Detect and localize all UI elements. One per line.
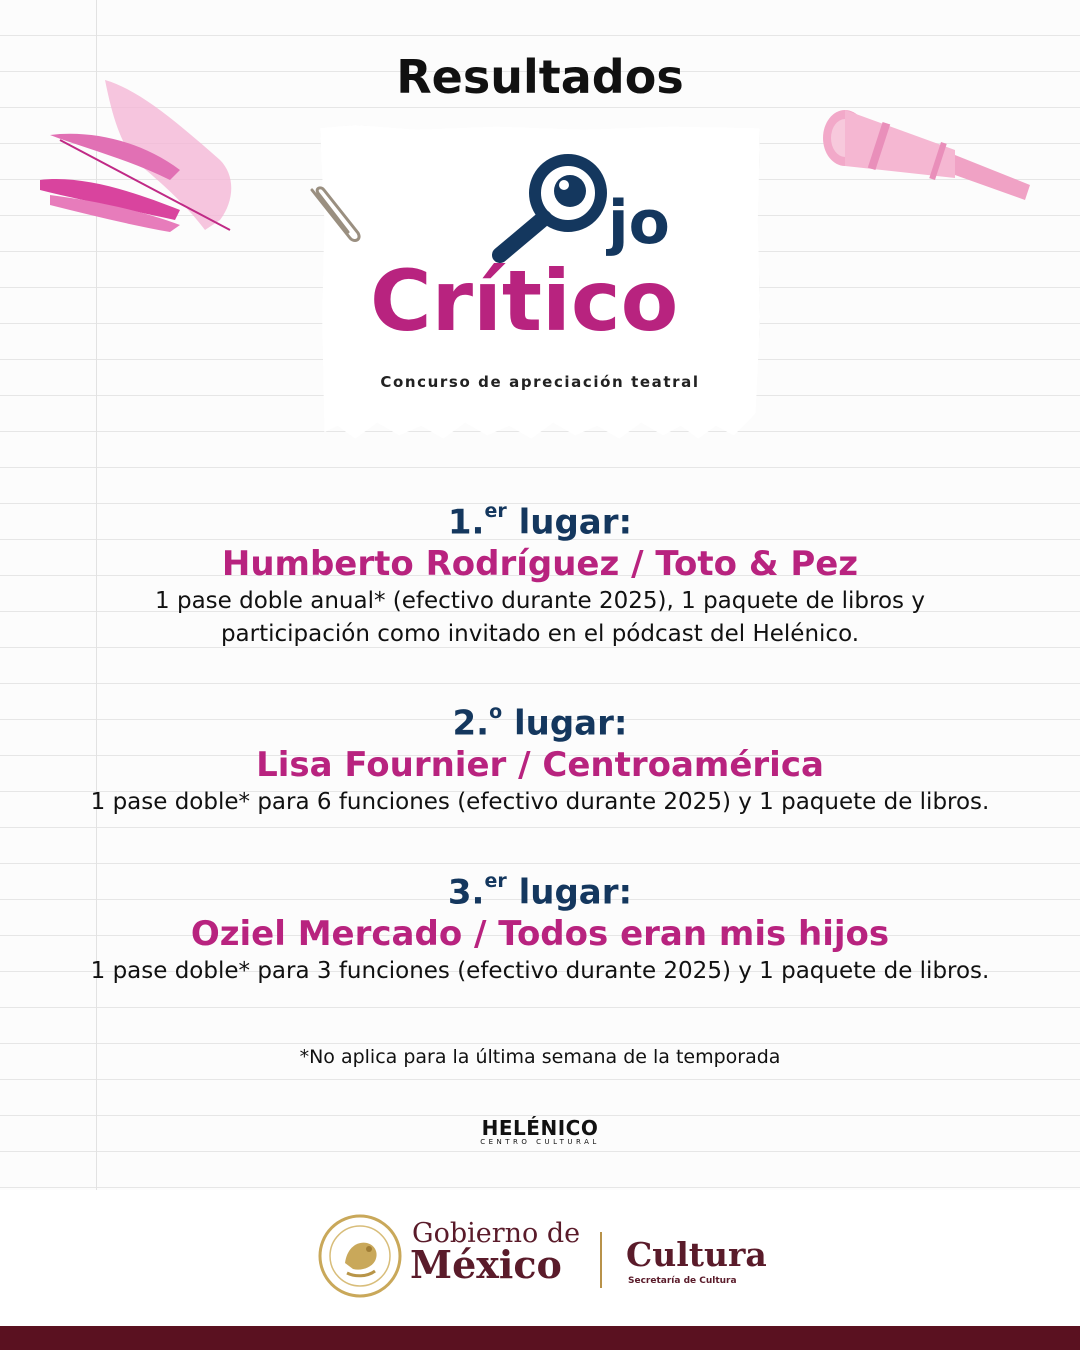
logo-word-critico: Crítico	[370, 252, 679, 345]
footer-divider	[600, 1232, 602, 1288]
prize-line: 1 pase doble anual* (efectivo durante 2025), 1 paquete de libros y	[155, 588, 925, 615]
winner-name: Oziel Mercado / Todos eran mis hijos	[190, 914, 890, 955]
cultura-title: Cultura	[626, 1235, 767, 1274]
magnifier-eye-icon	[500, 160, 601, 255]
winner-name: Lisa Fournier / Centroamérica	[256, 745, 824, 786]
footnote: *No aplica para la última semana de la temporada	[299, 1046, 781, 1068]
helenico-logo	[440, 1118, 640, 1147]
logo-word-jo: jo	[608, 188, 670, 258]
mexico-coat-of-arms-icon	[317, 1213, 403, 1299]
quill-hand-icon	[30, 70, 250, 240]
prize-line: participación como invitado en el pódcast del Helénico.	[220, 621, 860, 648]
result-third	[0, 864, 1080, 988]
cultura-subtitle: Secretaría de Cultura	[628, 1276, 737, 1286]
result-second	[0, 695, 1080, 819]
helenico-name: HELÉNICO	[481, 1116, 599, 1140]
ojo-critico-logo	[360, 145, 700, 345]
bottom-bar	[0, 1326, 1080, 1350]
prize-line: 1 pase doble* para 3 funciones (efectivo durante 2025) y 1 paquete de libros.	[90, 958, 990, 985]
prize-line: 1 pase doble* para 6 funciones (efectivo durante 2025) y 1 paquete de libros.	[90, 789, 990, 816]
winner-name: Humberto Rodríguez / Toto & Pez	[221, 544, 859, 585]
page-title: Resultados	[396, 50, 684, 104]
gobierno-line1: Gobierno de	[412, 1218, 581, 1249]
helenico-tagline: CENTRO CULTURAL	[480, 1138, 600, 1146]
place-heading: 1.$^{er}$ lugar:	[447, 500, 633, 543]
place-heading: 3.$^{er}$ lugar:	[447, 870, 633, 913]
spyglass-icon	[815, 100, 1045, 220]
place-heading: 2.$^o$ lugar:	[452, 701, 628, 744]
logo-subtitle: Concurso de apreciación teatral	[380, 373, 700, 391]
gobierno-line2: México	[410, 1242, 562, 1287]
result-first	[0, 494, 1080, 651]
